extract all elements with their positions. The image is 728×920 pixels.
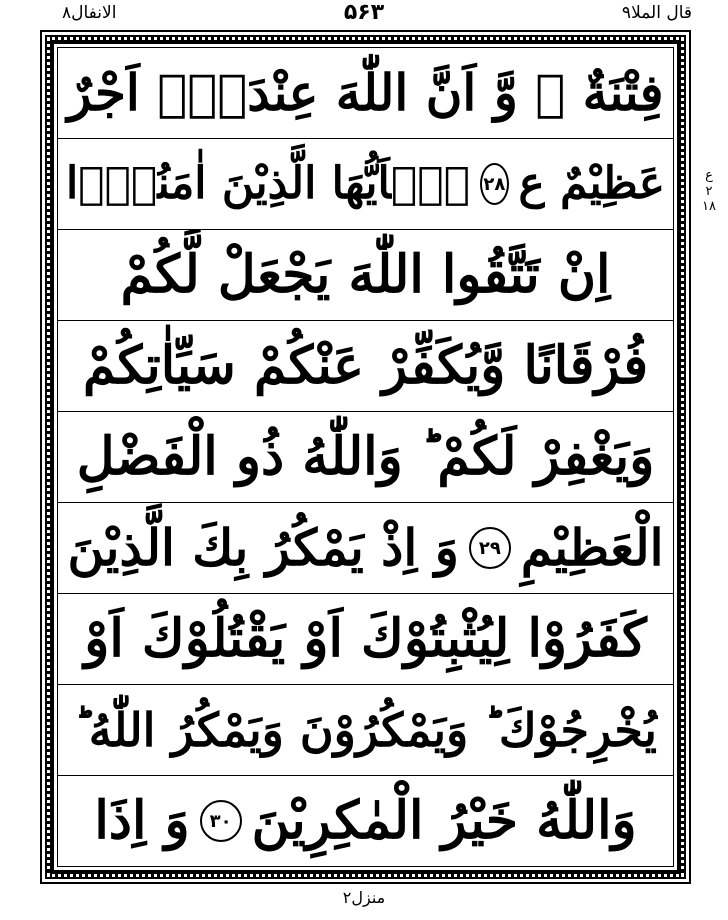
page-header (0, 0, 728, 34)
text-line-3 (58, 230, 673, 321)
text-line-5 (58, 412, 673, 503)
page-number: ۵۶۳ (343, 0, 385, 25)
text-line-9 (58, 776, 673, 866)
line-text: وَ اِذَا (94, 790, 190, 851)
line-text: يٰۤاَيُّهَا الَّذِيْنَ اٰمَنُوْۤا (66, 158, 471, 209)
page-frame (40, 30, 691, 884)
ayah-number-marker: ۳۰ (200, 800, 242, 842)
line-text: كَفَرُوْا لِيُثْبِتُوْكَ اَوْ يَقْتُلُوْكَ اَوْ (84, 608, 647, 669)
ayah-number-marker: ۲۸ (480, 163, 508, 205)
text-line-7 (58, 594, 673, 685)
text-area (57, 47, 674, 867)
text-line-4 (58, 321, 673, 412)
manzil-label: منزل۲ (342, 888, 386, 907)
text-line-6 (58, 503, 673, 594)
line-text: يُخْرِجُوْكَ ؕ وَيَمْكُرُوْنَ وَيَمْكُرُ اللّٰهُ ؕ (74, 703, 657, 757)
line-text: عَظِيْمٌ ع (518, 158, 665, 209)
text-line-2 (58, 139, 673, 230)
line-text: فِتْنَةٌ ۙ وَّ اَنَّ اللّٰهَ عِنْدَهٗۤ اَجْرٌ (67, 63, 664, 122)
line-text: وَيَغْفِرْ لَكُمْ ؕ وَاللّٰهُ ذُو الْفَضْلِ (76, 426, 655, 487)
ayah-number-marker: ۲۹ (469, 527, 511, 569)
text-line-1 (58, 48, 673, 139)
text-line-8 (58, 685, 673, 776)
ruku-marker: ع ۲ ۱۸ (702, 168, 716, 215)
para-name: قال الملا۹ (621, 3, 692, 23)
surah-name: الانفال۸ (62, 3, 117, 23)
line-text: فُرْقَانًا وَّيُكَفِّرْ عَنْكُمْ سَيِّاٰتِكُمْ (82, 335, 649, 396)
line-text: وَاللّٰهُ خَيْرُ الْمٰكِرِيْنَ (251, 790, 637, 851)
line-text: اِنْ تَتَّقُوا اللّٰهَ يَجْعَلْ لَّكُمْ (120, 244, 611, 305)
line-text: وَ اِذْ يَمْكُرُ بِكَ الَّذِيْنَ (67, 518, 459, 577)
line-text: الْعَظِيْمِ (520, 518, 664, 577)
